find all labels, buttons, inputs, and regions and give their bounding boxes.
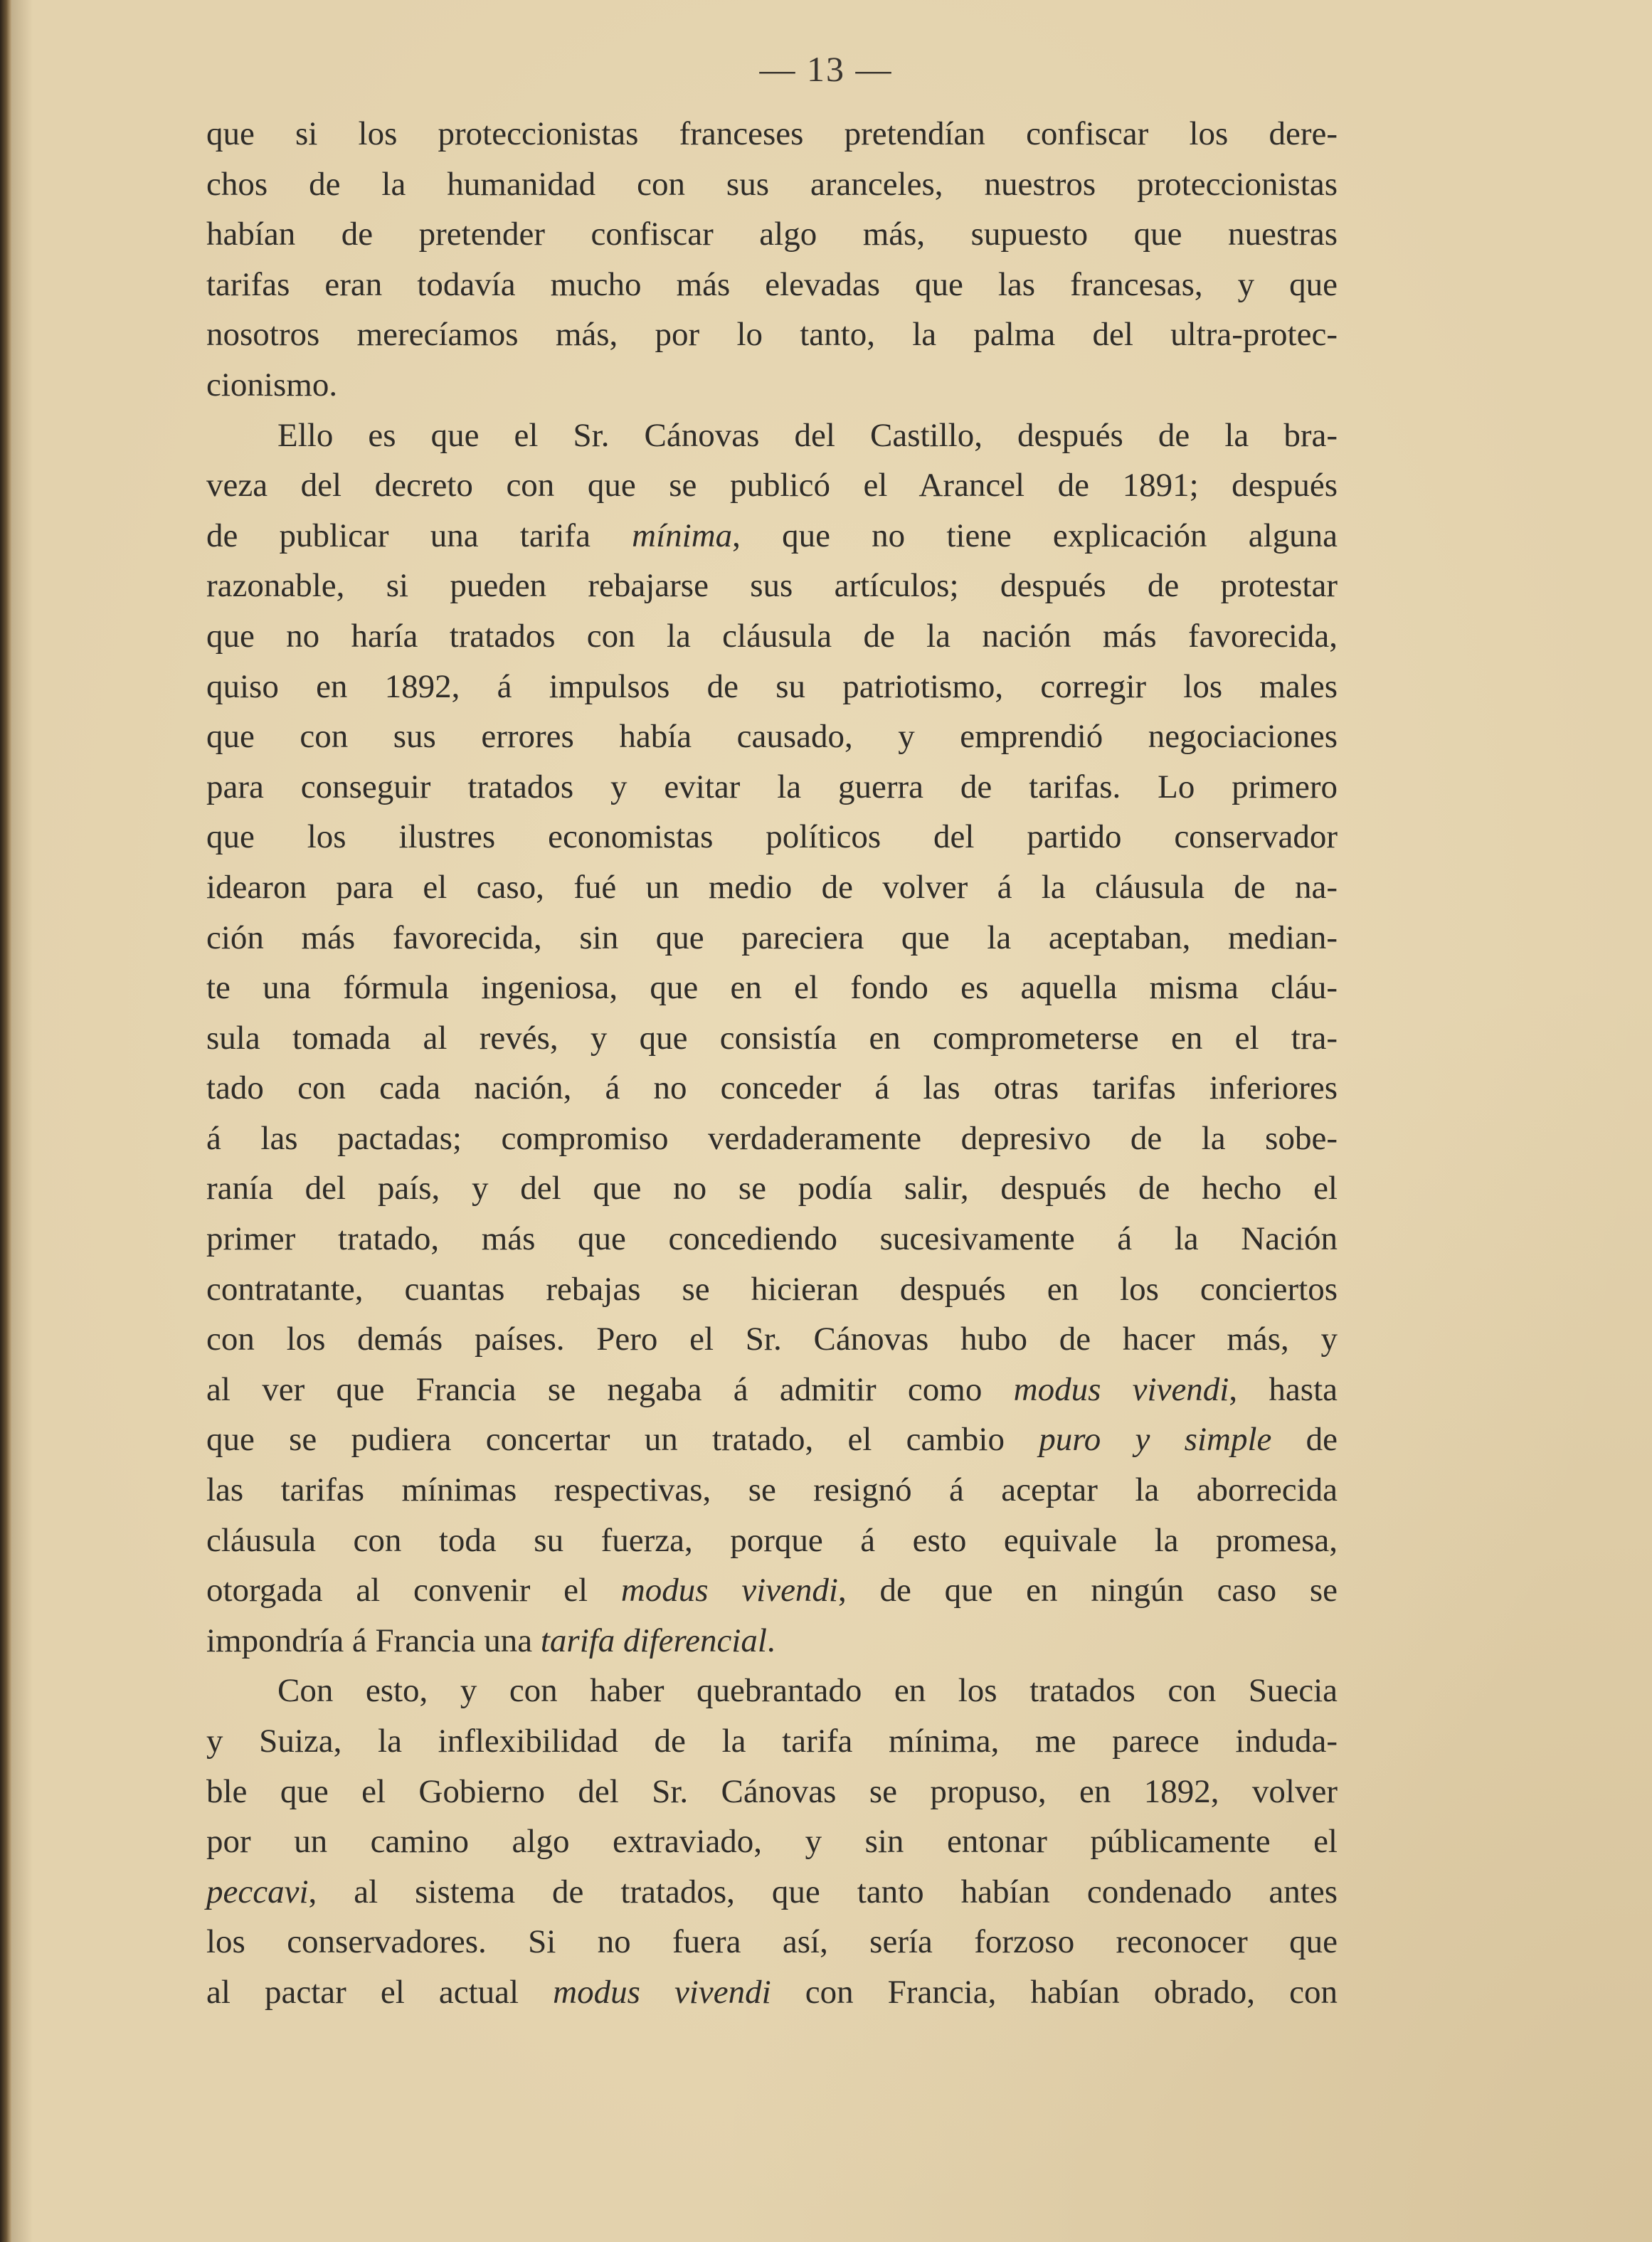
text-line: nosotros merecíamos más, por lo tanto, la palma del ultra-protec- <box>206 316 1338 354</box>
text-line <box>206 1967 1338 2018</box>
text-line <box>206 1565 1338 1616</box>
body-text <box>206 109 1338 2018</box>
text-line: ble que el Gobierno del Sr. Cánovas se propuso, en 1892, volver <box>206 1772 1338 1810</box>
text-line: que si los proteccionistas franceses pretendían confiscar los dere- <box>206 115 1338 152</box>
text-run: , hasta <box>1229 1370 1338 1408</box>
paragraph-3 <box>206 1666 1338 2017</box>
book-binding-edge <box>0 0 11 2242</box>
text-line: contratante, cuantas rebajas se hicieran después en los conciertos <box>206 1270 1338 1308</box>
italic-term: modus vivendi <box>1013 1370 1229 1408</box>
text-run: , que no tiene explicación alguna <box>732 517 1338 554</box>
text-line: habían de pretender confiscar algo más, supuesto que nuestras <box>206 216 1338 253</box>
italic-term: peccavi <box>206 1873 309 1910</box>
text-line: sula tomada al revés, y que consistía en comprometerse en el tra- <box>206 1019 1338 1057</box>
text-line <box>206 1867 1338 1918</box>
text-line <box>206 1616 1338 1666</box>
text-line: cionismo. <box>206 366 338 403</box>
text-run: que se pudiera concertar un tratado, el cambio <box>206 1421 1039 1459</box>
text-line: cláusula con toda su fuerza, porque á esto equivale la promesa, <box>206 1521 1338 1559</box>
text-line: Ello es que el Sr. Cánovas del Castillo, después de la bra- <box>277 416 1338 454</box>
text-run: otorgada al convenir el <box>206 1572 621 1609</box>
text-line: razonable, si pueden rebajarse sus artículos; después de protestar <box>206 567 1338 605</box>
italic-term: modus vivendi <box>620 1572 838 1609</box>
text-line: quiso en 1892, á impulsos de su patriotismo, corregir los males <box>206 667 1338 705</box>
page-number: — 13 — <box>759 49 893 89</box>
text-line: primer tratado, más que concediendo sucesivamente á la Nación <box>206 1220 1338 1258</box>
text-run: . <box>766 1622 775 1659</box>
text-run: al ver que Francia se negaba á admitir como <box>206 1370 1014 1408</box>
text-line <box>206 1415 1338 1465</box>
text-run: impondría á Francia una <box>206 1622 541 1659</box>
text-line: que los ilustres economistas políticos del partido conservador <box>206 818 1338 856</box>
text-run: de publicar una tarifa <box>206 517 632 554</box>
text-line: chos de la humanidad con sus aranceles, nuestros proteccionistas <box>206 165 1338 203</box>
text-line: que con sus errores había causado, y emprendió negociaciones <box>206 718 1338 756</box>
text-line: Con esto, y con haber quebrantado en los tratados con Suecia <box>277 1672 1338 1710</box>
text-line: idearon para el caso, fué un medio de volver á la cláusula de na- <box>206 868 1338 906</box>
text-line: que no haría tratados con la cláusula de la nación más favorecida, <box>206 617 1338 655</box>
italic-term: puro y simple <box>1039 1421 1272 1459</box>
italic-term: tarifa diferencial <box>540 1622 767 1659</box>
text-line: los conservadores. Si no fuera así, sería forzoso reconocer que <box>206 1923 1338 1961</box>
text-line: las tarifas mínimas respectivas, se resignó á aceptar la aborrecida <box>206 1471 1338 1509</box>
paragraph-1 <box>206 109 1338 411</box>
text-line: y Suiza, la inflexibilidad de la tarifa mínima, me parece induda- <box>206 1723 1338 1760</box>
text-line: para conseguir tratados y evitar la guerra de tarifas. Lo primero <box>206 768 1338 805</box>
text-run: con Francia, habían obrado, con <box>771 1973 1338 2011</box>
text-line: á las pactadas; compromiso verdaderamente depresivo de la sobe- <box>206 1119 1338 1157</box>
text-run: , de que en ningún caso se <box>837 1572 1338 1609</box>
text-line: ción más favorecida, sin que pareciera que la aceptaban, median- <box>206 919 1338 956</box>
italic-term: modus vivendi <box>553 1973 771 2011</box>
paragraph-2 <box>206 411 1338 1666</box>
italic-term: mínima <box>632 517 733 554</box>
text-line <box>206 511 1338 561</box>
text-line: ranía del país, y del que no se podía salir, después de hecho el <box>206 1170 1338 1207</box>
text-run: al pactar el actual <box>206 1973 554 2011</box>
text-line: tarifas eran todavía mucho más elevadas que las francesas, y que <box>206 265 1338 303</box>
text-line: por un camino algo extraviado, y sin entonar públicamente el <box>206 1823 1338 1861</box>
text-line <box>206 1365 1338 1415</box>
text-run: de <box>1271 1421 1338 1459</box>
text-line: veza del decreto con que se publicó el Arancel de 1891; después <box>206 467 1338 504</box>
text-line: te una fórmula ingeniosa, que en el fondo es aquella misma cláu- <box>206 969 1338 1007</box>
gutter-shadow <box>11 0 33 2242</box>
text-line: tado con cada nación, á no conceder á las otras tarifas inferiores <box>206 1069 1338 1107</box>
text-run: , al sistema de tratados, que tanto habían condenado antes <box>308 1873 1338 1910</box>
text-line: con los demás países. Pero el Sr. Cánovas hubo de hacer más, y <box>206 1321 1338 1358</box>
